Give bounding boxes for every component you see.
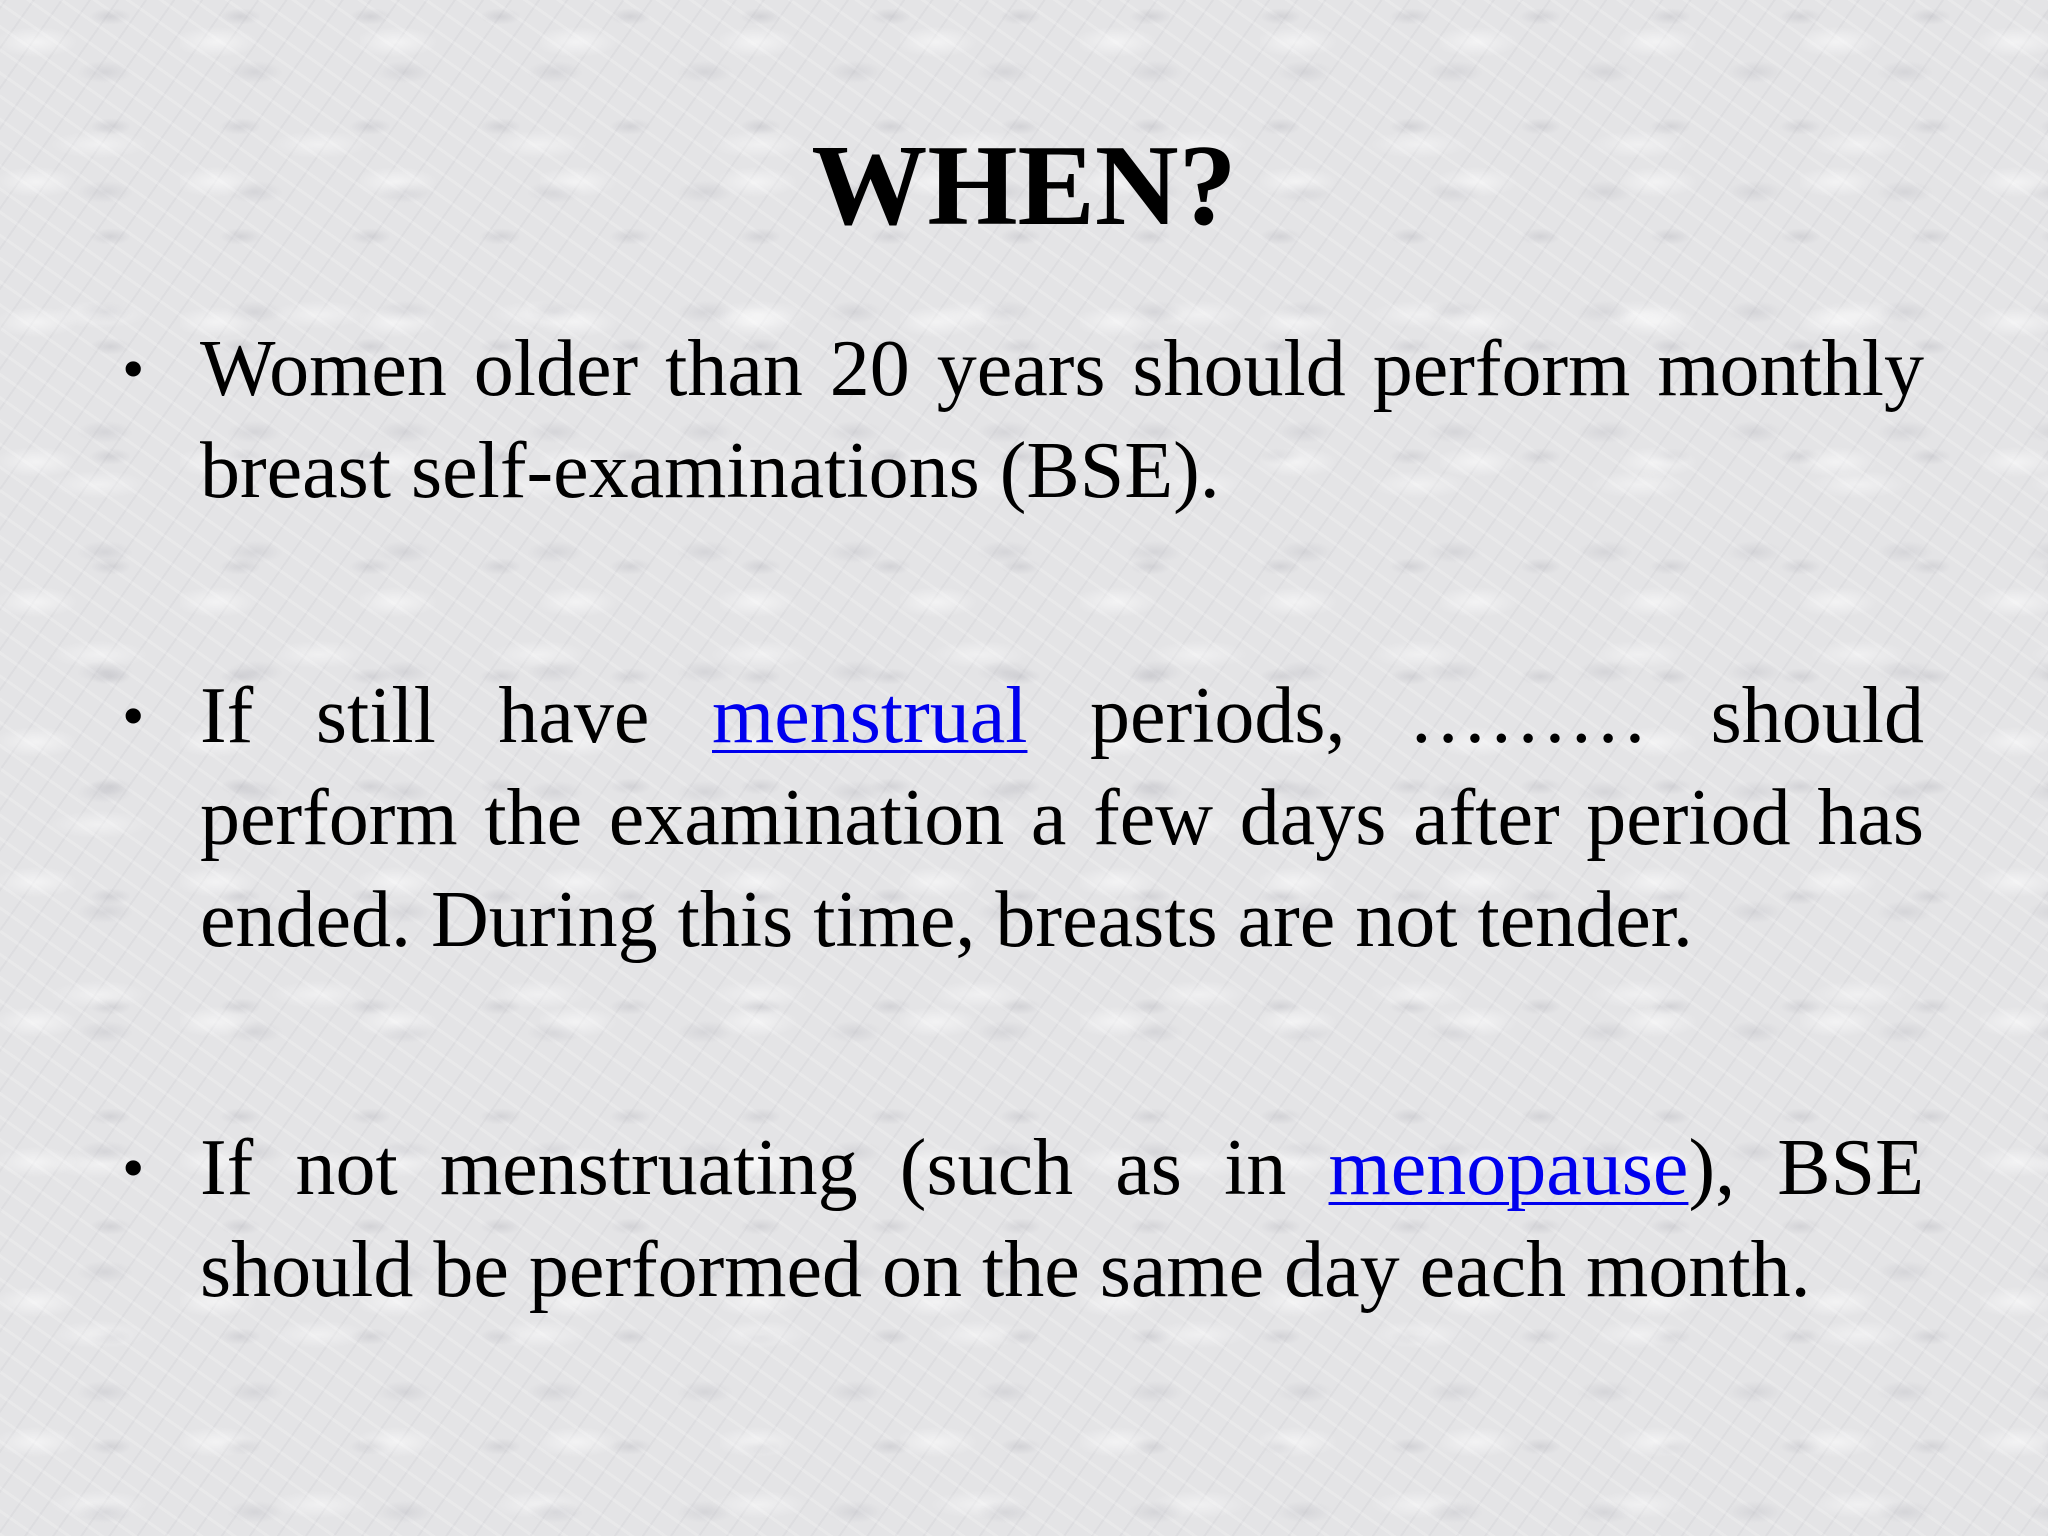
- bullet-marker: •: [122, 1132, 145, 1203]
- bullet-text-end: ), BSE should be performed on the same day each month.: [200, 1124, 1924, 1314]
- bullet-text-start: If still have: [200, 672, 712, 760]
- slide-title: WHEN?: [811, 122, 1237, 250]
- bullet-text-start: If not menstruating (such as in: [200, 1124, 1329, 1212]
- bullet-text: Women older than 20 years should perform monthly breast self-examinations (BSE).: [200, 325, 1924, 515]
- menopause-link[interactable]: menopause: [1328, 1124, 1689, 1212]
- bullet-list: [122, 318, 1924, 1321]
- menstrual-link[interactable]: menstrual: [712, 672, 1028, 760]
- bullet-marker: •: [122, 680, 145, 751]
- bullet-item: [122, 665, 1924, 971]
- bullet-item: [122, 1117, 1924, 1321]
- bullet-item: [122, 318, 1924, 522]
- bullet-marker: •: [122, 333, 145, 404]
- bullet-text-end: periods, ……… should perform the examination a few days after period has ended. During this time, breasts are not tender.: [200, 672, 1924, 964]
